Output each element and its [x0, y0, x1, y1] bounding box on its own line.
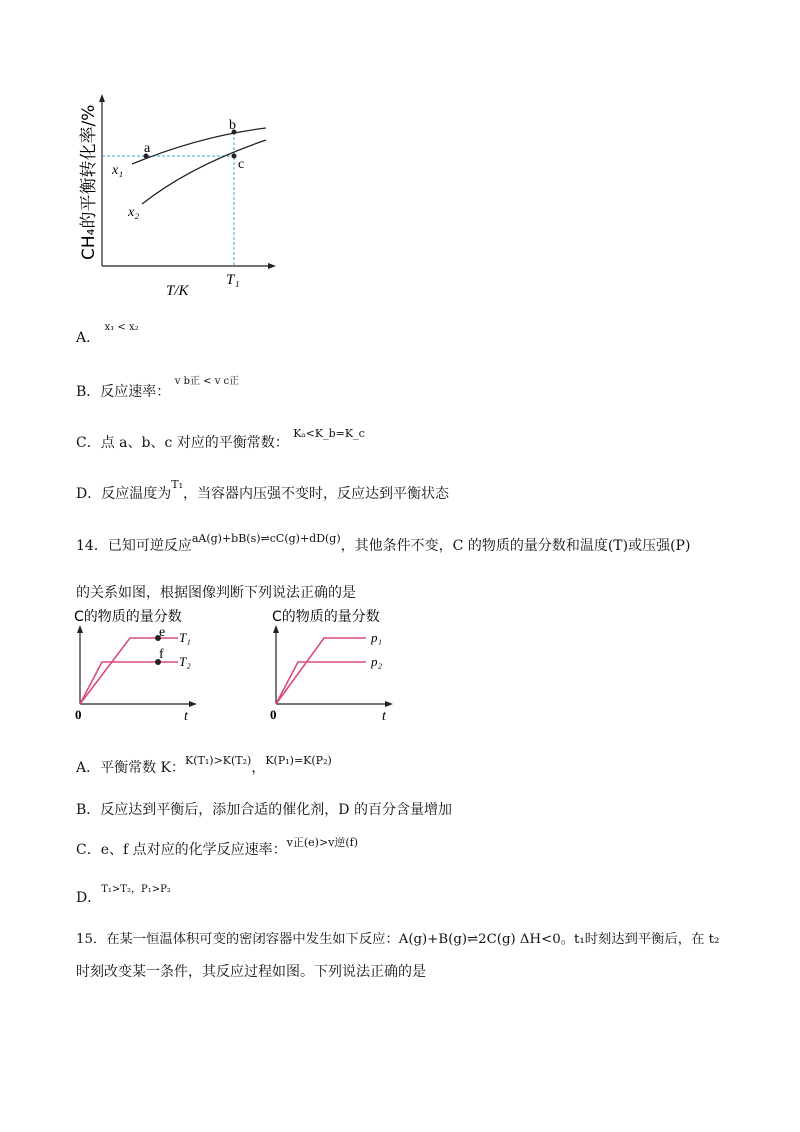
- origin-label-right: 0: [270, 707, 277, 722]
- option-a-expr: x₁ < x₂: [104, 322, 139, 333]
- point-f-label: f: [159, 647, 164, 662]
- curve-p2: [276, 662, 366, 704]
- q13-option-c: [76, 427, 365, 454]
- point-b-label: b: [229, 118, 236, 133]
- q14-option-a-sep: ，: [251, 760, 266, 776]
- y-axis: [99, 94, 105, 266]
- point-e-label: e: [159, 625, 166, 640]
- option-c-prefix: C．点 a、b、c 对应的平衡常数：: [76, 435, 289, 451]
- t-axis-label: t: [184, 709, 188, 722]
- chart-c-vs-t-temperature: [70, 604, 210, 722]
- x-axis-label: T/K: [166, 283, 189, 299]
- q15-stem-line2: 时刻改变某一条件，其反应过程如图。下列说法正确的是: [76, 964, 426, 980]
- left-chart-title: C的物质的量分数: [74, 609, 182, 625]
- t1-tick-label: T₁: [226, 272, 240, 288]
- point-a-label: a: [144, 141, 151, 156]
- option-d-prefix: D．反应温度为: [76, 486, 172, 502]
- origin-label: 0: [75, 707, 82, 722]
- q14-option-d: [76, 884, 171, 910]
- y-axis-label: CH₄的平衡转化率/%: [79, 104, 99, 260]
- q13-option-b: [76, 376, 240, 404]
- x-axis: [102, 263, 276, 269]
- option-a-prefix: A．: [76, 330, 101, 346]
- chart-c-vs-t-pressure: [266, 604, 406, 722]
- q14-option-a-prefix: A．平衡常数 K：: [76, 760, 186, 776]
- curve-p1: [276, 638, 366, 704]
- q14-option-a-expr1: K(T₁)>K(T₂): [185, 754, 252, 767]
- q14-option-d-prefix: D．: [76, 890, 102, 906]
- option-b-expr: v b正 < v c正: [174, 376, 240, 387]
- curve-x2-label: x₂: [128, 205, 140, 220]
- q13-option-a: [76, 322, 139, 350]
- option-b-prefix: B．反应速率：: [76, 384, 171, 400]
- q15-stem-line1: 15．在某一恒温体积可变的密闭容器中发生如下反应：A(g)+B(g)⇌2C(g) ΔH<0。t₁时刻达到平衡后，在 t₂: [76, 932, 720, 947]
- option-c-expr: Kₐ<K_b=K_c: [293, 427, 365, 440]
- right-chart-title: C的物质的量分数: [272, 609, 380, 625]
- curve-x1: [132, 128, 266, 164]
- label-p2: p₂: [371, 654, 383, 669]
- q14-stem-line1: [76, 532, 691, 557]
- q14-option-c-prefix: C．e、f 点对应的化学反应速率：: [76, 842, 287, 858]
- q14-suffix: ，其他条件不变，C 的物质的量分数和温度(T)或压强(P): [340, 538, 691, 554]
- q14-option-b: B．反应达到平衡后，添加合适的催化剂，D 的百分含量增加: [76, 802, 452, 818]
- figure-ch4-conversion: [70, 90, 290, 300]
- option-d-t1: T₁: [171, 478, 183, 491]
- q14-prefix: 14．已知可逆反应: [76, 538, 192, 554]
- q14-option-c-expr: v正(e)>v逆(f): [286, 836, 359, 849]
- q14-option-d-expr: T₁>T₂，P₁>P₂: [101, 884, 171, 895]
- label-T2: T₂: [179, 654, 191, 669]
- q14-option-a: [76, 754, 332, 779]
- curve-T2: [80, 662, 178, 704]
- label-T1: T₁: [179, 630, 191, 645]
- q14-stem-line2: 的关系如图，根据图像判断下列说法正确的是: [76, 585, 356, 601]
- point-c-label: c: [238, 157, 245, 172]
- label-p1: p₁: [371, 630, 383, 645]
- q14-equation: aA(g)+bB(s)⇌cC(g)+dD(g): [191, 532, 341, 545]
- option-d-suffix: ，当容器内压强不变时，反应达到平衡状态: [182, 486, 449, 502]
- point-c-dot: [232, 154, 237, 159]
- curve-x1-label: x₁: [112, 163, 124, 178]
- curve-x2: [142, 140, 266, 204]
- q14-option-a-expr2: K(P₁)=K(P₂): [265, 754, 332, 767]
- t-axis-label-right: t: [382, 709, 386, 722]
- q14-option-c: [76, 836, 359, 861]
- q13-option-d: [76, 478, 449, 505]
